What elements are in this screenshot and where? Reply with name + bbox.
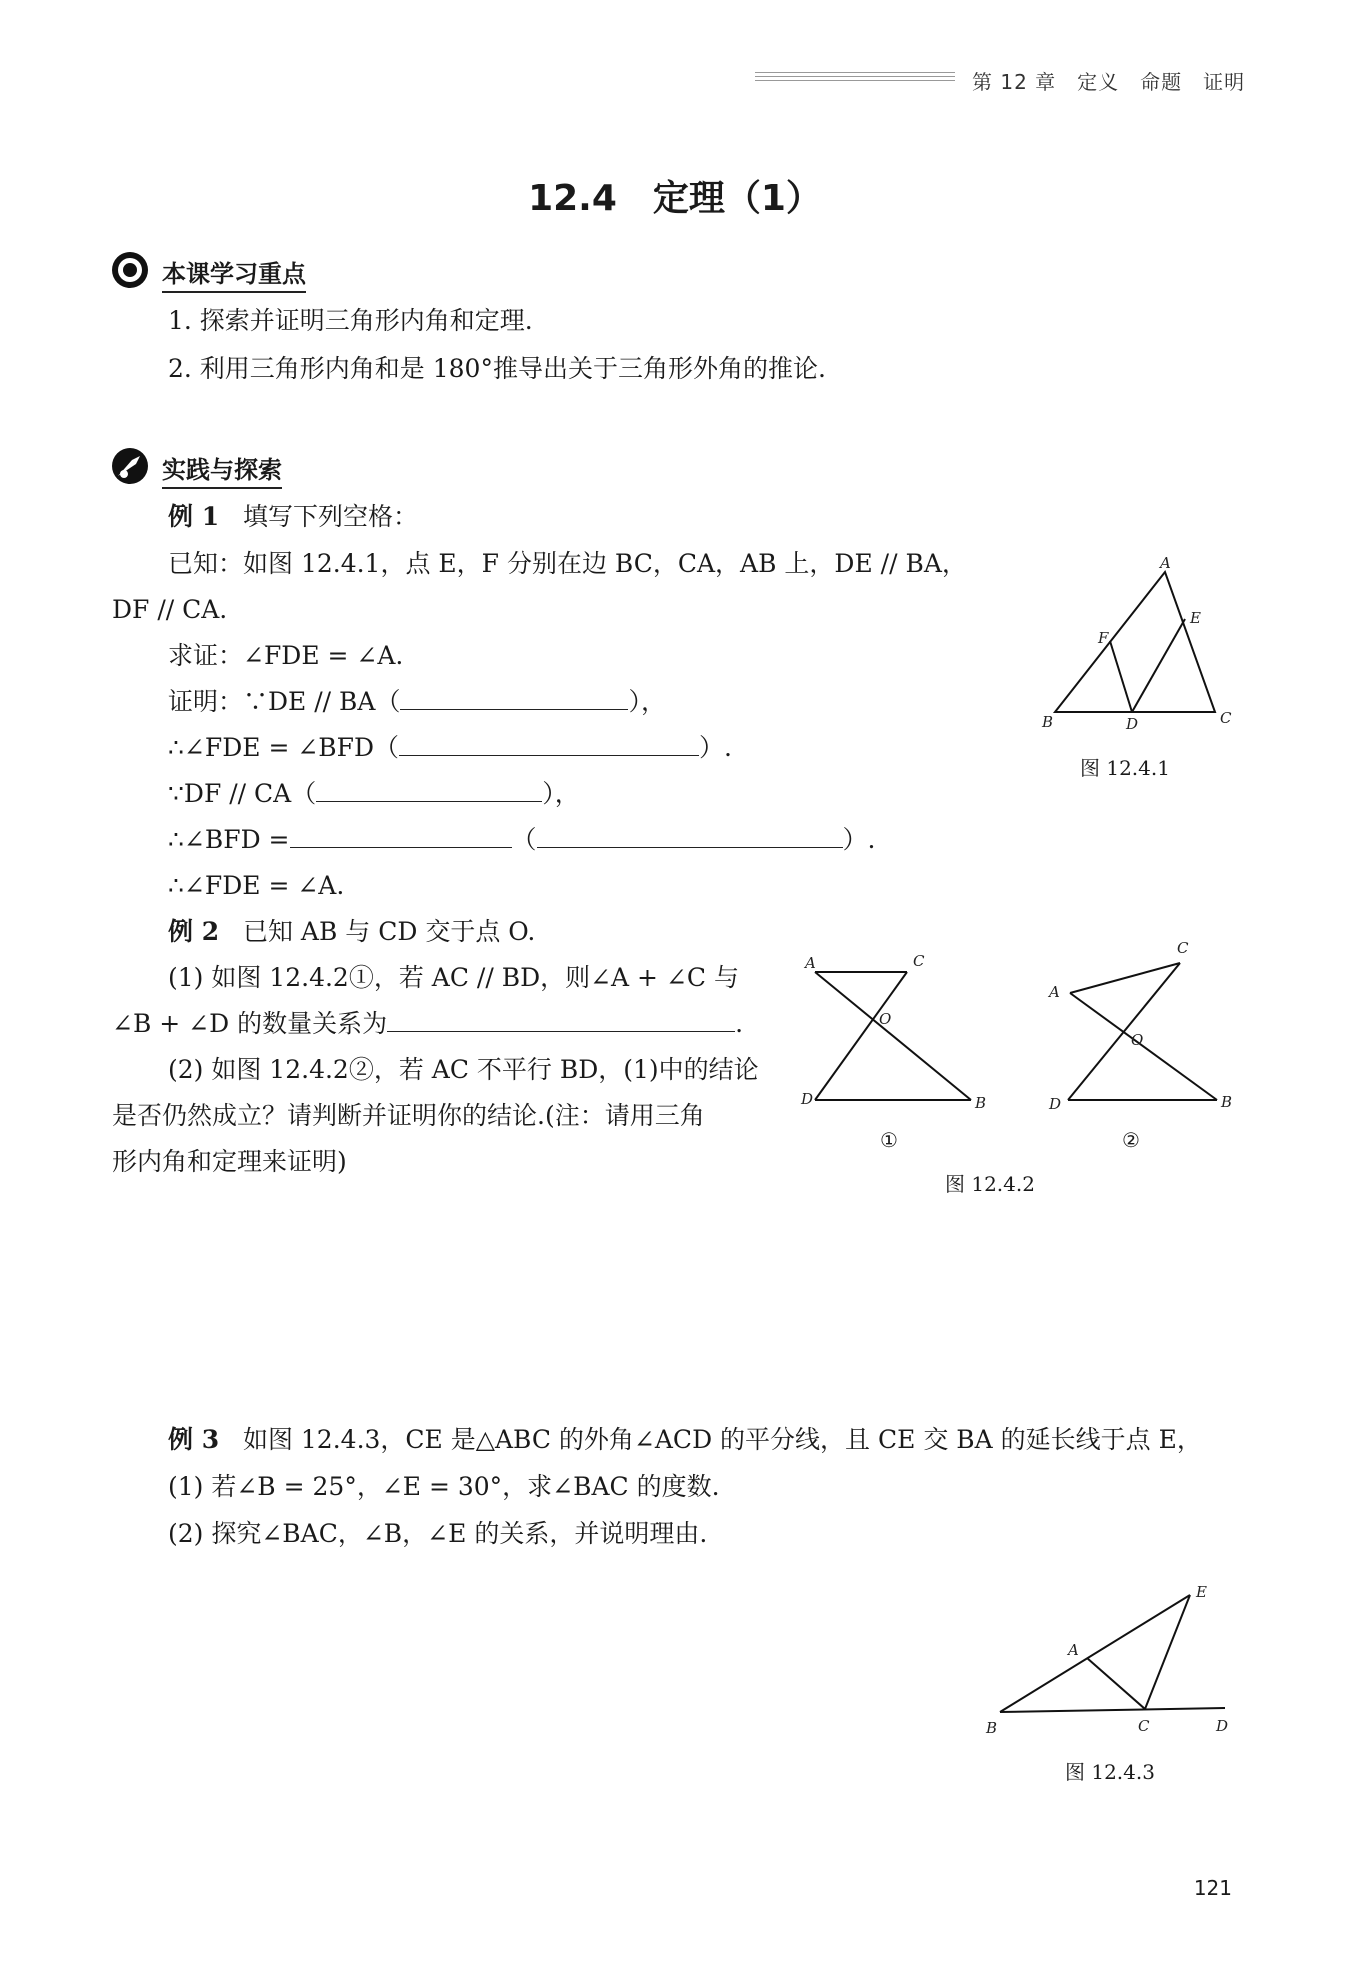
proof-line-4 [168,825,875,855]
example2-intro: 已知 AB 与 CD 交于点 O. [242,917,536,946]
example1-intro: 填写下列空格： [242,502,418,531]
subfigure-label-2: ② [1122,1128,1140,1152]
example2-label: 例 2 [168,917,220,946]
label-o: O [879,1010,892,1028]
label-d: D [801,1090,814,1108]
example3-intro: 如图 12.4.3，CE 是△ABC 的外角∠ACD 的平分线，且 CE 交 BA 的延长线于点 E， [242,1425,1202,1454]
page-number: 121 [1193,1876,1232,1900]
example3-q1: (1) 若∠B = 25°，∠E = 30°，求∠BAC 的度数. [168,1472,720,1501]
example1-prove: 求证：∠FDE = ∠A. [168,641,404,670]
label-a: A [1068,1641,1079,1659]
figure-12-4-3 [980,1575,1240,1745]
label-o: O [1131,1031,1144,1049]
label-a: A [1049,983,1060,1001]
label-e: E [1190,609,1201,627]
segment-bd [1000,1708,1225,1712]
proof-close-3: ）， [542,779,580,808]
proof-step-2: ∴∠FDE = ∠BFD（ [168,733,400,762]
example3-label: 例 3 [168,1425,220,1454]
label-c: C [1138,1717,1150,1735]
segment-ac [1070,963,1180,993]
example2-q1-b-line [112,1009,743,1039]
example3-q2: (2) 探究∠BAC，∠B，∠E 的关系，并说明理由. [168,1519,708,1548]
proof-step-3: ∵DF // CA（ [168,779,317,808]
blank-reason-4[interactable] [537,825,843,848]
key-point-2: 2. 利用三角形内角和是 180°推导出关于三角形外角的推论. [168,354,826,383]
figure-12-4-2-1 [795,950,995,1120]
label-f: F [1098,629,1109,647]
blank-relation[interactable] [387,1009,735,1032]
example2-q2-c: 形内角和定理来证明) [112,1147,347,1176]
label-a: A [1160,555,1171,572]
segment-be [1000,1595,1190,1712]
label-a: A [805,954,816,972]
triangle-abc [1055,572,1215,712]
figure-12-4-2-2 [1045,935,1250,1120]
segment-ac [1087,1658,1145,1709]
example1-given-a: 已知：如图 12.4.1，点 E，F 分别在边 BC，CA，AB 上，DE // BA， [168,549,967,578]
section-heading-practice: 实践与探索 [162,450,282,489]
example2-q1-end: . [735,1009,744,1038]
blank-reason-3[interactable] [316,779,542,802]
example1-given-b: DF // CA. [112,595,228,624]
proof-line-1 [168,687,666,717]
example1-label: 例 1 [168,502,220,531]
label-b: B [1221,1093,1233,1111]
label-e: E [1196,1583,1207,1601]
figure-12-4-1 [1030,555,1240,735]
proof-line-2 [168,733,732,763]
target-icon [110,250,150,290]
running-head: 第 12 章 定义 命题 证明 [972,70,1246,94]
segment-de [1132,619,1185,712]
figure-caption-12-4-1: 图 12.4.1 [1080,756,1170,780]
example2-line [168,917,535,947]
example2-q2-a: (2) 如图 12.4.2②，若 AC 不平行 BD，(1)中的结论 [168,1055,759,1084]
blank-reason-2[interactable] [399,733,699,756]
proof-close-4: ）. [842,825,876,854]
segment-cd [1068,963,1180,1100]
example2-q1-b: ∠B + ∠D 的数量关系为 [112,1009,388,1038]
example2-q1-a: (1) 如图 12.4.2①，若 AC // BD，则∠A + ∠C 与 [168,963,739,992]
label-c: C [1177,939,1189,957]
example1-line [168,502,418,532]
label-d: D [1216,1717,1229,1735]
header-rule [755,72,955,92]
proof-open-4: （ [511,825,537,854]
section-heading-key-points: 本课学习重点 [162,254,306,293]
blank-reason-1[interactable] [400,687,628,710]
label-c: C [1220,709,1232,727]
figure-caption-12-4-3: 图 12.4.3 [1065,1760,1155,1784]
label-d: D [1049,1095,1062,1113]
proof-line-5: ∴∠FDE = ∠A. [168,871,345,900]
segment-fd [1110,641,1132,712]
blank-angle-4[interactable] [290,825,512,848]
proof-close-2: ）. [699,733,732,762]
label-b: B [986,1719,998,1737]
label-b: B [1042,713,1054,731]
figure-caption-12-4-2: 图 12.4.2 [945,1172,1035,1196]
subfigure-label-1: ① [880,1128,898,1152]
key-point-1: 1. 探索并证明三角形内角和定理. [168,306,533,335]
label-c: C [913,952,925,970]
proof-line-3 [168,779,580,809]
page-title: 12.4 定理（1） [528,178,822,219]
label-d: D [1126,715,1139,733]
proof-step-4: ∴∠BFD = [168,825,290,854]
proof-step-1: 证明：∵DE // BA（ [168,687,401,716]
proof-close-1: ）， [628,687,666,716]
label-b: B [975,1094,987,1112]
example3-line [168,1425,1202,1455]
practice-icon [110,446,150,486]
segment-ce [1145,1595,1190,1709]
example2-q2-b: 是否仍然成立？请判断并证明你的结论.(注：请用三角 [112,1101,705,1130]
